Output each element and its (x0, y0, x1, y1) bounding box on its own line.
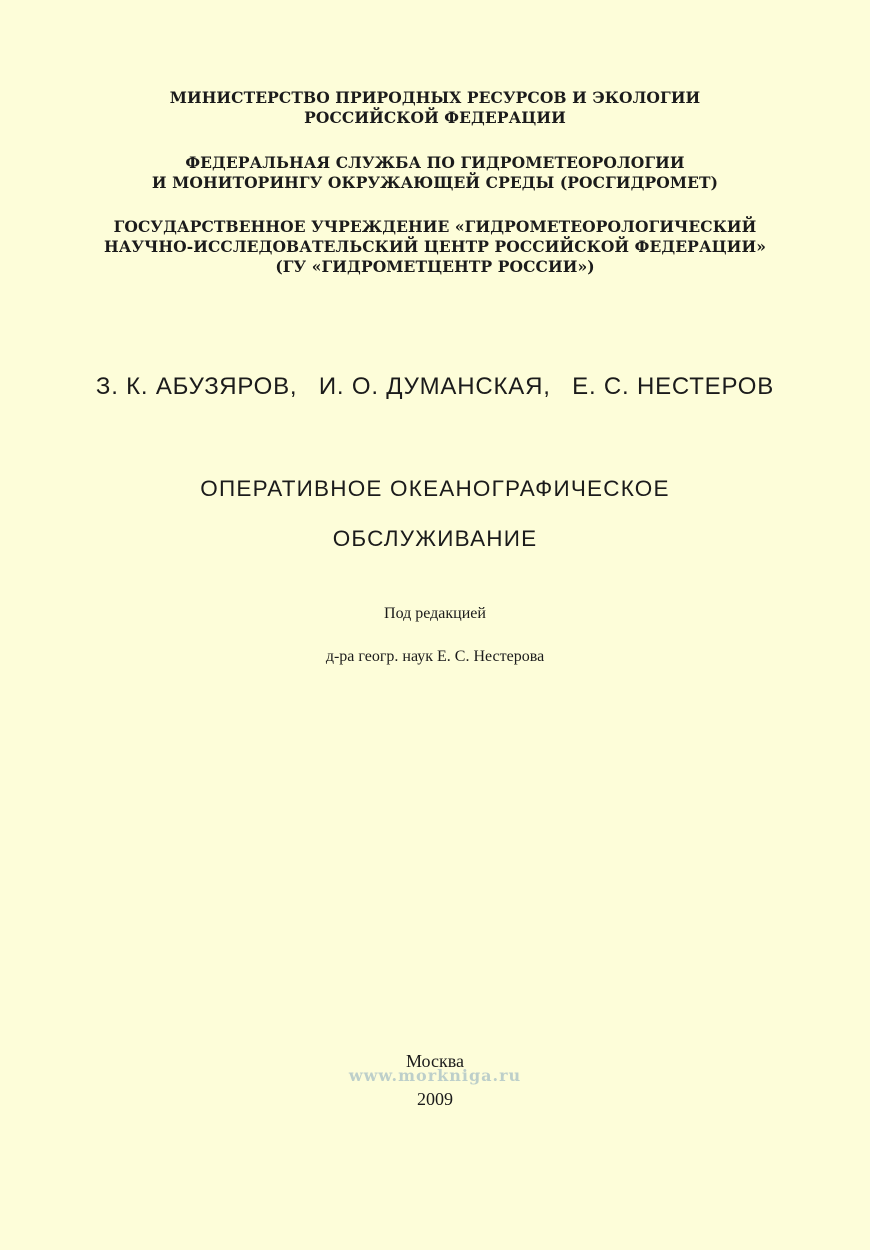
book-title-line-2: ОБСЛУЖИВАНИЕ (332, 526, 538, 551)
ministry-line: МИНИСТЕРСТВО ПРИРОДНЫХ РЕСУРСОВ И ЭКОЛОГИИ (169, 88, 701, 107)
ministry-heading (0, 88, 870, 128)
institution-line: НАУЧНО-ИССЛЕДОВАТЕЛЬСКИЙ ЦЕНТР РОССИЙСКОЙ ФЕДЕРАЦИИ» (103, 237, 767, 256)
editor-credit: д-ра геогр. наук Е. С. Нестерова (325, 648, 545, 665)
federal-service-line: ФЕДЕРАЛЬНАЯ СЛУЖБА ПО ГИДРОМЕТЕОРОЛОГИИ (185, 153, 685, 172)
publication-year: 2009 (417, 1089, 453, 1109)
federal-service-heading (0, 153, 870, 193)
authors-line (0, 372, 870, 402)
institution-line: ГОСУДАРСТВЕННОЕ УЧРЕЖДЕНИЕ «ГИДРОМЕТЕОРОЛОГИЧЕСКИЙ (113, 217, 757, 236)
author-name: З. К. АБУЗЯРОВ, (95, 373, 298, 400)
institution-heading (0, 217, 870, 277)
ministry-line: РОССИЙСКОЙ ФЕДЕРАЦИИ (304, 108, 566, 127)
editor-caption: Под редакцией (384, 605, 486, 622)
institution-line: (ГУ «ГИДРОМЕТЦЕНТР РОССИИ») (275, 257, 595, 276)
watermark: www.morkniga.ru (348, 1066, 522, 1085)
author-name: Е. С. НЕСТЕРОВ (572, 373, 775, 400)
book-title-line-1: ОПЕРАТИВНОЕ ОКЕАНОГРАФИЧЕСКОЕ (200, 476, 670, 501)
publication-city: Москва (406, 1051, 464, 1071)
author-name: И. О. ДУМАНСКАЯ, (318, 373, 551, 400)
federal-service-line: И МОНИТОРИНГУ ОКРУЖАЮЩЕЙ СРЕДЫ (РОСГИДРОМЕТ) (151, 173, 719, 192)
